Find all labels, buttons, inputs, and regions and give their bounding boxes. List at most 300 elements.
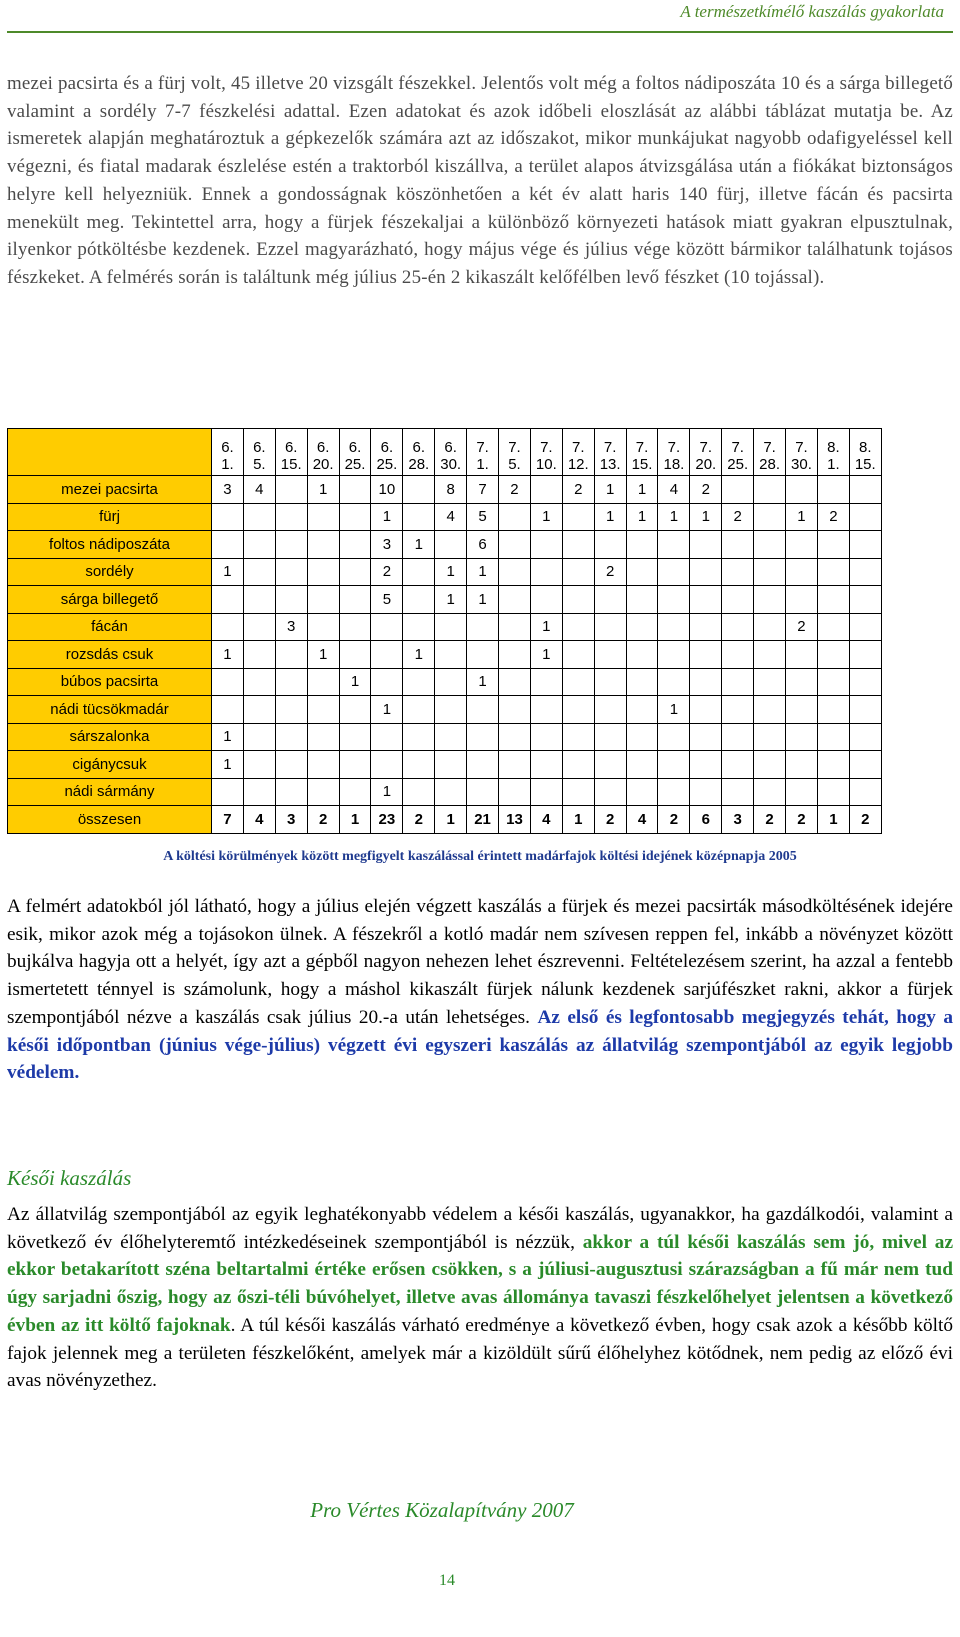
total-cell: 13 (499, 806, 531, 834)
count-cell (275, 558, 307, 586)
count-cell (339, 751, 371, 779)
section-heading: Késői kaszálás (7, 1166, 132, 1190)
count-cell (243, 723, 275, 751)
total-cell: 2 (594, 806, 626, 834)
count-cell (722, 723, 754, 751)
count-cell (562, 778, 594, 806)
total-cell: 2 (307, 806, 339, 834)
count-cell: 6 (467, 531, 499, 559)
count-cell (339, 531, 371, 559)
key-conclusion: Az első és legfontosabb megjegyzés tehát, hogy a késői időpontban (június vége-július) végzett évi egyszeri kaszálás az állatvilág szempontjából az egyik legjobb védelem. (7, 1006, 953, 1084)
count-cell (626, 751, 658, 779)
date-header (594, 429, 626, 476)
date-month: 6. (380, 439, 394, 456)
count-cell (499, 778, 531, 806)
date-day: 30. (791, 456, 812, 473)
species-name: fácán (8, 613, 212, 641)
count-cell: 4 (243, 476, 275, 504)
count-cell (307, 613, 339, 641)
count-cell (690, 696, 722, 724)
count-cell (849, 586, 881, 614)
count-cell (658, 668, 690, 696)
count-cell (403, 751, 435, 779)
date-header (722, 429, 754, 476)
count-cell (754, 476, 786, 504)
total-cell: 4 (626, 806, 658, 834)
total-cell: 21 (467, 806, 499, 834)
count-cell: 5 (467, 503, 499, 531)
count-cell (307, 723, 339, 751)
count-cell (403, 503, 435, 531)
date-day: 20. (695, 456, 717, 473)
count-cell (307, 668, 339, 696)
count-cell (594, 723, 626, 751)
count-cell (467, 696, 499, 724)
species-name: sárga billegető (8, 586, 212, 614)
count-cell (467, 613, 499, 641)
count-cell (530, 531, 562, 559)
count-cell (562, 531, 594, 559)
count-cell (817, 751, 849, 779)
count-cell (339, 723, 371, 751)
date-day: 25. (344, 456, 366, 473)
count-cell (562, 641, 594, 669)
count-cell: 1 (212, 558, 244, 586)
count-cell (817, 531, 849, 559)
count-cell: 3 (212, 476, 244, 504)
count-cell (658, 751, 690, 779)
count-cell (722, 531, 754, 559)
table-row (8, 531, 882, 559)
count-cell (212, 586, 244, 614)
date-header (275, 429, 307, 476)
total-cell: 2 (849, 806, 881, 834)
count-cell (754, 641, 786, 669)
date-month: 7. (540, 439, 553, 456)
species-name: mezei pacsirta (8, 476, 212, 504)
count-cell (403, 696, 435, 724)
count-cell: 1 (339, 668, 371, 696)
count-cell: 1 (467, 668, 499, 696)
count-cell (530, 751, 562, 779)
date-header (817, 429, 849, 476)
date-header (467, 429, 499, 476)
count-cell: 1 (403, 641, 435, 669)
count-cell (435, 723, 467, 751)
species-name: búbos pacsirta (8, 668, 212, 696)
count-cell (435, 751, 467, 779)
total-cell: 1 (339, 806, 371, 834)
count-cell (371, 641, 403, 669)
date-header (658, 429, 690, 476)
count-cell (786, 586, 818, 614)
date-header (339, 429, 371, 476)
count-cell (626, 723, 658, 751)
date-day: 1. (476, 456, 489, 473)
count-cell (786, 778, 818, 806)
count-cell (339, 613, 371, 641)
count-cell (626, 558, 658, 586)
count-cell (403, 613, 435, 641)
date-header (403, 429, 435, 476)
count-cell (371, 613, 403, 641)
date-month: 7. (667, 439, 681, 456)
count-cell (212, 531, 244, 559)
count-cell: 2 (562, 476, 594, 504)
count-cell (371, 751, 403, 779)
count-cell (690, 668, 722, 696)
date-day: 13. (599, 456, 621, 473)
count-cell: 3 (371, 531, 403, 559)
count-cell (722, 613, 754, 641)
count-cell (307, 751, 339, 779)
count-cell: 1 (307, 476, 339, 504)
nesting-table-container (7, 428, 882, 834)
table-row (8, 751, 882, 779)
count-cell: 8 (435, 476, 467, 504)
date-header (786, 429, 818, 476)
count-cell (786, 696, 818, 724)
date-day: 15. (631, 456, 653, 473)
count-cell: 1 (212, 723, 244, 751)
total-cell: 1 (817, 806, 849, 834)
header-divider (7, 31, 953, 33)
count-cell (275, 476, 307, 504)
total-cell: 2 (658, 806, 690, 834)
count-cell (243, 586, 275, 614)
count-cell (307, 778, 339, 806)
count-cell (849, 696, 881, 724)
count-cell (722, 641, 754, 669)
count-cell (817, 641, 849, 669)
count-cell (817, 668, 849, 696)
count-cell (722, 586, 754, 614)
count-cell (690, 558, 722, 586)
date-day: 12. (567, 456, 589, 473)
table-row (8, 558, 882, 586)
count-cell: 1 (594, 503, 626, 531)
date-header (212, 429, 244, 476)
total-cell: 4 (243, 806, 275, 834)
count-cell: 1 (435, 558, 467, 586)
count-cell: 1 (467, 586, 499, 614)
date-month: 6. (284, 439, 298, 456)
count-cell (530, 778, 562, 806)
count-cell (307, 503, 339, 531)
intro-paragraph: mezei pacsirta és a fürj volt, 45 illetve 20 vizsgált fészekkel. Jelentős volt még a foltos nádiposzáta 10 és a sárga billegető valamint a sordély 7-7 fészkelési adattal. Ezen adatokat és azok időbeli eloszlását az alábbi táblázat mutatja be. Az ismeretek alapján meghatároztuk a gépkezelők számára azt az időszakot, mikor munkájukat nagyobb odafigyeléssel kell végezni, és fiatal madarak észlelése estén a traktorból kiszállva, a terület alapos átvizsgálása után a fiókákat biztonságos helyre kell helyezniük. Ennek a gondosságnak köszönhetően a két év alatt haris 140 fürj, illetve fácán és pacsirta menekült meg. Tekintettel arra, hogy a fürjek fészekaljai a különböző környezeti hatások miatt gyakran elpusztulnak, ilyenkor pótköltésbe kezdenek. Ezzel magyarázható, hogy május vége és július vége között bármikor találhatunk tojásos fészkeket. A felmérés során is találtunk még július 25-én 2 kikaszált kelőfélben levő fészket (10 tojással). (7, 73, 953, 288)
count-cell (467, 751, 499, 779)
count-cell (212, 613, 244, 641)
count-cell: 1 (690, 503, 722, 531)
count-cell (690, 751, 722, 779)
count-cell (307, 696, 339, 724)
count-cell (849, 751, 881, 779)
count-cell: 1 (403, 531, 435, 559)
late-mowing-intro: Az állatvilág szempontjából az egyik leghatékonyabb védelem a késői kaszálás, ugyanakkor, ha gazdálkodói, valamint a következő év élőhelyteremtő intézkedéseinek szempontjából is nézzük, (7, 1204, 953, 1253)
count-cell (499, 723, 531, 751)
table-total-row (8, 806, 882, 834)
count-cell (243, 751, 275, 779)
count-cell (754, 558, 786, 586)
count-cell: 1 (371, 696, 403, 724)
date-day: 15. (854, 456, 876, 473)
count-cell: 1 (786, 503, 818, 531)
date-day: 25. (727, 456, 749, 473)
table-row (8, 476, 882, 504)
count-cell (435, 778, 467, 806)
total-cell: 2 (403, 806, 435, 834)
count-cell (754, 503, 786, 531)
count-cell (626, 531, 658, 559)
count-cell (849, 641, 881, 669)
count-cell: 1 (307, 641, 339, 669)
date-day: 20. (312, 456, 334, 473)
count-cell (307, 531, 339, 559)
date-header (562, 429, 594, 476)
date-month: 7. (508, 439, 521, 456)
count-cell (849, 558, 881, 586)
date-header (690, 429, 722, 476)
date-day: 5. (253, 456, 266, 473)
count-cell (562, 586, 594, 614)
count-cell (786, 641, 818, 669)
count-cell (403, 778, 435, 806)
analysis-paragraph (7, 893, 953, 1087)
count-cell: 1 (530, 503, 562, 531)
count-cell (307, 558, 339, 586)
count-cell: 1 (467, 558, 499, 586)
count-cell (754, 696, 786, 724)
count-cell (754, 778, 786, 806)
count-cell (817, 558, 849, 586)
date-month: 8. (859, 439, 872, 456)
count-cell (275, 696, 307, 724)
date-month: 7. (603, 439, 617, 456)
count-cell (499, 641, 531, 669)
count-cell (849, 613, 881, 641)
total-cell: 2 (786, 806, 818, 834)
count-cell (212, 696, 244, 724)
date-month: 6. (221, 439, 234, 456)
count-cell (339, 476, 371, 504)
count-cell (658, 641, 690, 669)
count-cell (275, 751, 307, 779)
table-row (8, 613, 882, 641)
count-cell: 1 (212, 641, 244, 669)
table-row (8, 503, 882, 531)
count-cell: 1 (658, 696, 690, 724)
total-cell: 3 (275, 806, 307, 834)
total-cell: 23 (371, 806, 403, 834)
date-day: 1. (827, 456, 840, 473)
date-month: 6. (412, 439, 426, 456)
count-cell (275, 531, 307, 559)
count-cell (243, 503, 275, 531)
date-day: 15. (280, 456, 302, 473)
count-cell (626, 778, 658, 806)
total-cell: 6 (690, 806, 722, 834)
total-cell: 3 (722, 806, 754, 834)
date-month: 7. (476, 439, 489, 456)
date-month: 6. (348, 439, 362, 456)
date-month: 7. (699, 439, 713, 456)
count-cell (594, 641, 626, 669)
count-cell (530, 558, 562, 586)
count-cell (626, 586, 658, 614)
count-cell (403, 723, 435, 751)
date-header (626, 429, 658, 476)
count-cell (786, 476, 818, 504)
count-cell (722, 696, 754, 724)
table-row (8, 586, 882, 614)
count-cell (275, 503, 307, 531)
table-row (8, 641, 882, 669)
date-day: 28. (408, 456, 430, 473)
count-cell: 10 (371, 476, 403, 504)
date-day: 10. (535, 456, 557, 473)
table-row (8, 778, 882, 806)
count-cell (754, 613, 786, 641)
count-cell: 2 (690, 476, 722, 504)
count-cell (594, 778, 626, 806)
count-cell (722, 668, 754, 696)
count-cell (339, 558, 371, 586)
count-cell: 1 (371, 503, 403, 531)
date-day: 1. (221, 456, 234, 473)
count-cell (212, 503, 244, 531)
count-cell (562, 668, 594, 696)
nesting-table (7, 428, 882, 834)
count-cell (275, 668, 307, 696)
count-cell (594, 613, 626, 641)
count-cell (212, 778, 244, 806)
count-cell (658, 531, 690, 559)
count-cell (817, 778, 849, 806)
count-cell: 3 (275, 613, 307, 641)
count-cell (722, 476, 754, 504)
count-cell (562, 613, 594, 641)
count-cell (594, 696, 626, 724)
total-cell: 7 (212, 806, 244, 834)
count-cell (594, 668, 626, 696)
date-month: 6. (253, 439, 266, 456)
count-cell (435, 696, 467, 724)
count-cell: 1 (530, 613, 562, 641)
count-cell: 1 (626, 476, 658, 504)
count-cell (499, 696, 531, 724)
running-header: A természetkímélő kaszálás gyakorlata (680, 2, 944, 21)
count-cell: 2 (786, 613, 818, 641)
count-cell (786, 751, 818, 779)
count-cell (754, 723, 786, 751)
count-cell (339, 641, 371, 669)
date-header (243, 429, 275, 476)
count-cell (817, 476, 849, 504)
count-cell: 1 (530, 641, 562, 669)
count-cell: 2 (817, 503, 849, 531)
count-cell (786, 531, 818, 559)
count-cell (435, 668, 467, 696)
count-cell (339, 778, 371, 806)
count-cell (243, 778, 275, 806)
count-cell (499, 531, 531, 559)
count-cell: 2 (371, 558, 403, 586)
total-label: összesen (8, 806, 212, 834)
count-cell (275, 778, 307, 806)
count-cell (243, 668, 275, 696)
count-cell (849, 723, 881, 751)
count-cell (499, 668, 531, 696)
count-cell (275, 586, 307, 614)
count-cell (530, 668, 562, 696)
count-cell (243, 558, 275, 586)
date-day: 5. (508, 456, 521, 473)
date-month: 7. (731, 439, 744, 456)
count-cell (339, 696, 371, 724)
total-cell: 1 (562, 806, 594, 834)
date-day: 18. (663, 456, 685, 473)
date-day: 25. (376, 456, 398, 473)
count-cell (754, 751, 786, 779)
species-name: cigánycsuk (8, 751, 212, 779)
count-cell (467, 723, 499, 751)
count-cell: 2 (499, 476, 531, 504)
count-cell (243, 531, 275, 559)
count-cell (658, 778, 690, 806)
count-cell (690, 641, 722, 669)
late-mowing-rest: . A túl késői kaszálás várható eredménye a következő évben, hogy csak azok a később költő fajok jelennek meg a területen fészkelőként, amelyek már a kizöldült sűrű élőhelyhez kötődnek, nem pedig az előző évi avas növényzethez. (7, 1314, 953, 1392)
count-cell: 1 (371, 778, 403, 806)
count-cell (626, 641, 658, 669)
total-cell: 1 (435, 806, 467, 834)
count-cell (339, 503, 371, 531)
count-cell (339, 586, 371, 614)
late-mowing-paragraph (7, 1201, 953, 1395)
date-month: 7. (763, 439, 776, 456)
count-cell: 1 (594, 476, 626, 504)
count-cell: 1 (658, 503, 690, 531)
count-cell (849, 476, 881, 504)
count-cell (467, 778, 499, 806)
count-cell (403, 476, 435, 504)
count-cell (403, 586, 435, 614)
count-cell (722, 558, 754, 586)
count-cell (722, 778, 754, 806)
count-cell (849, 778, 881, 806)
count-cell (307, 586, 339, 614)
count-cell (562, 723, 594, 751)
date-header (754, 429, 786, 476)
date-header (307, 429, 339, 476)
count-cell (275, 641, 307, 669)
count-cell (690, 778, 722, 806)
species-name: nádi sármány (8, 778, 212, 806)
table-row (8, 723, 882, 751)
count-cell (786, 723, 818, 751)
count-cell (658, 723, 690, 751)
count-cell (530, 723, 562, 751)
count-cell (626, 696, 658, 724)
footer-publisher: Pro Vértes Közalapítvány 2007 (310, 1498, 574, 1522)
count-cell: 5 (371, 586, 403, 614)
date-month: 6. (316, 439, 330, 456)
count-cell: 1 (435, 586, 467, 614)
count-cell (594, 531, 626, 559)
count-cell (403, 558, 435, 586)
count-cell (626, 613, 658, 641)
count-cell (690, 613, 722, 641)
count-cell (435, 641, 467, 669)
